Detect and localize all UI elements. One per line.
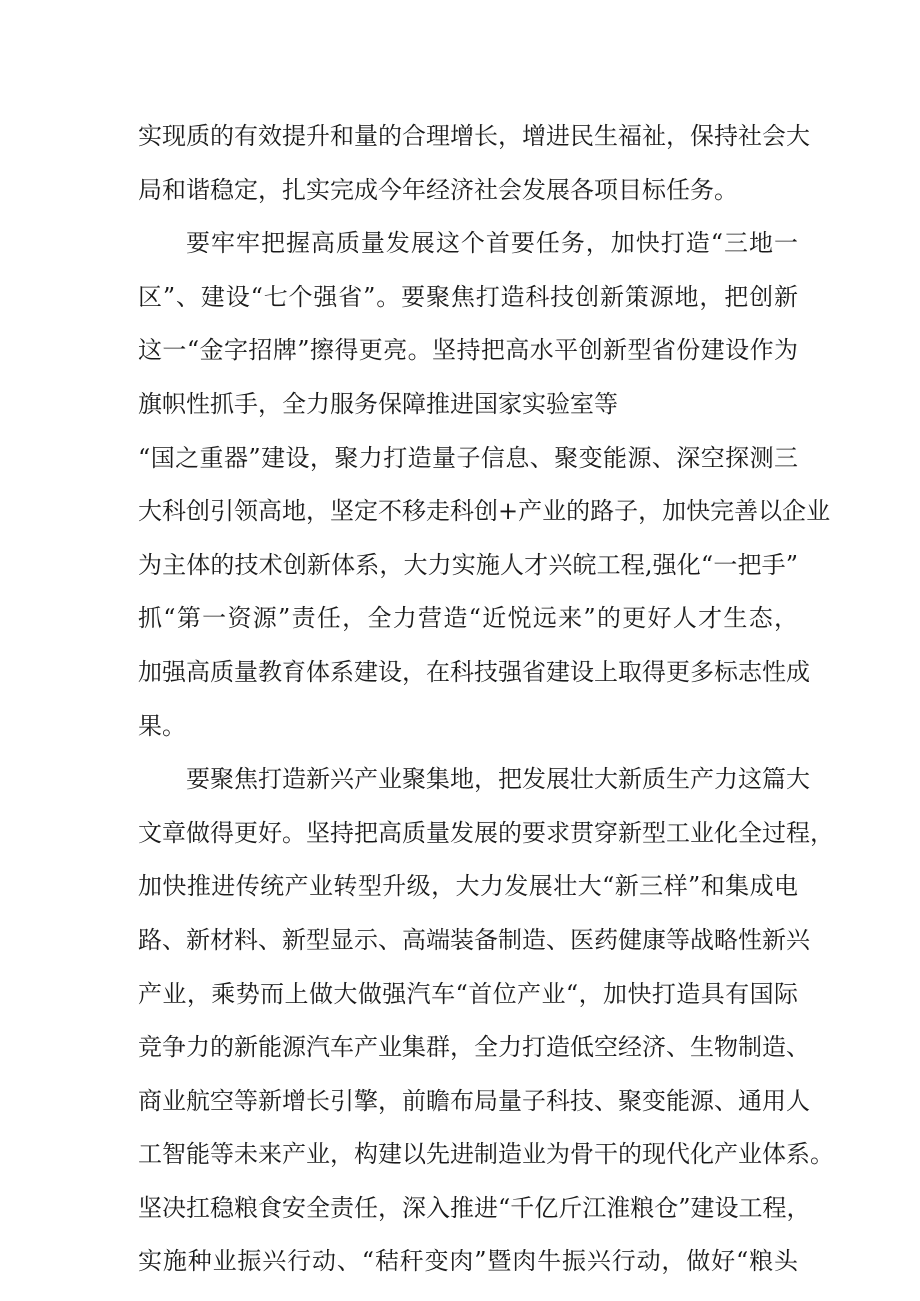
text-line: 果。 bbox=[138, 711, 186, 740]
text-line: 竞争力的新能源汽车产业集群，全力打造低空经济、生物制造、 bbox=[138, 1033, 810, 1062]
text-line: 旗帜性抓手，全力服务保障推进国家实验室等 bbox=[138, 389, 618, 418]
text-line: 大科创引领高地，坚定不移走科创+产业的路子，加快完善以企业 bbox=[138, 497, 831, 526]
text-line: 路、新材料、新型显示、高端装备制造、医药健康等战略性新兴 bbox=[138, 925, 810, 954]
text-line: 要牢牢把握高质量发展这个首要任务，加快打造“三地一 bbox=[186, 229, 798, 258]
text-line: 这一“金字招牌”擦得更亮。坚持把高水平创新型省份建设作为 bbox=[138, 336, 798, 365]
text-line: 坚决扛稳粮食安全责任，深入推进“千亿斤江淮粮仓”建设工程， bbox=[138, 1193, 811, 1222]
text-line: 产业，乘势而上做大做强汽车“首位产业“，加快打造具有国际 bbox=[138, 979, 798, 1008]
text-line: “国之重器”建设，聚力打造量子信息、聚变能源、深空探测三 bbox=[138, 443, 798, 472]
text-line: 加强高质量教育体系建设，在科技强省建设上取得更多标志性成 bbox=[138, 657, 810, 686]
text-line: 实现质的有效提升和量的合理增长，增进民生福祉，保持社会大 bbox=[138, 122, 810, 150]
body-text bbox=[138, 110, 834, 1289]
text-line: 抓“第一资源”责任，全力营造“近悦远来”的更好人才生态， bbox=[138, 604, 798, 633]
text-line: 局和谐稳定，扎实完成今年经济社会发展各项目标任务。 bbox=[138, 175, 738, 204]
text-line: 要聚焦打造新兴产业聚集地，把发展壮大新质生产力这篇大 bbox=[186, 765, 810, 794]
text-line: 文章做得更好。坚持把高质量发展的要求贯穿新型工业化全过程， bbox=[138, 818, 834, 847]
text-line: 加快推进传统产业转型升级，大力发展壮大“新三样”和集成电 bbox=[138, 872, 798, 901]
text-line: 实施种业振兴行动、“秸秆变肉”暨肉牛振兴行动，做好“粮头 bbox=[138, 1247, 798, 1276]
text-line: 工智能等未来产业，构建以先进制造业为骨干的现代化产业体系。 bbox=[138, 1140, 834, 1169]
text-line: 商业航空等新增长引擎，前瞻布局量子科技、聚变能源、通用人 bbox=[138, 1086, 810, 1115]
text-line: 区”、建设“七个强省”。要聚焦打造科技创新策源地，把创新 bbox=[138, 282, 798, 311]
text-line: 为主体的技术创新体系，大力实施人才兴皖工程,强化“一把手” bbox=[138, 550, 798, 579]
